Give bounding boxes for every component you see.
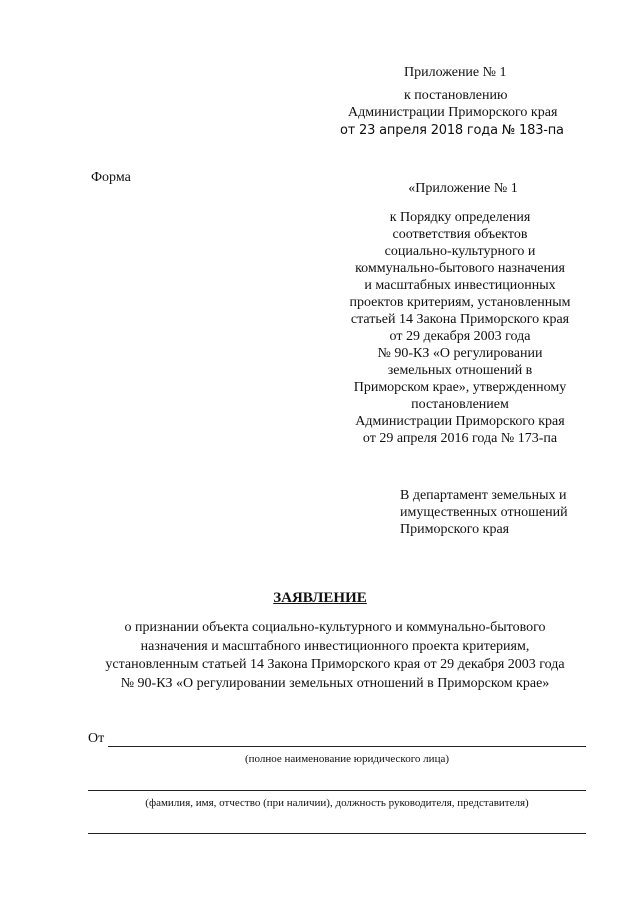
addressee-line: имущественных отношений <box>400 505 568 520</box>
form-appendix-line: статьей 14 Закона Приморского края <box>350 312 570 327</box>
form-appendix-line: и масштабных инвестиционных <box>364 278 556 293</box>
representative-name-caption: (фамилия, имя, отчество (при наличии), должность руководителя, представителя) <box>145 797 529 809</box>
form-appendix-line: № 90-КЗ «О регулировании <box>377 346 543 361</box>
statement-subject-line: № 90-КЗ «О регулировании земельных отношений в Приморском крае» <box>120 675 550 691</box>
appendix-header <box>334 64 634 139</box>
form-appendix-line: от 29 апреля 2016 года № 173-па <box>362 431 558 446</box>
form-appendix-line: Приморском крае», утвержденному <box>353 380 567 395</box>
from-label: От <box>88 731 105 746</box>
form-appendix-line: постановлением <box>411 397 509 412</box>
representative-name-field[interactable] <box>88 790 586 791</box>
appendix-date: от 23 апреля 2018 года № 183-па <box>340 123 564 138</box>
appendix-authority: Администрации Приморского края <box>348 105 558 120</box>
organization-name-caption: (полное наименование юридического лица) <box>244 753 449 765</box>
form-appendix-line: соответствия объектов <box>392 227 528 242</box>
statement-subject-line: назначения и масштабного инвестиционного проекта критериям, <box>140 638 530 654</box>
statement-subject <box>70 619 600 693</box>
appendix-title: Приложение № 1 <box>404 65 507 80</box>
additional-info-field[interactable] <box>88 833 586 834</box>
statement-subject-line: о признании объекта социально-культурного и коммунально-бытового <box>124 620 546 635</box>
addressee-block <box>400 487 620 538</box>
form-appendix-line: Администрации Приморского края <box>355 414 565 429</box>
organization-name-field[interactable] <box>108 746 586 747</box>
form-label: Форма <box>91 170 131 185</box>
form-appendix-block <box>330 180 590 447</box>
form-appendix-line: проектов критериям, установленным <box>349 295 571 310</box>
addressee-line: В департамент земельных и <box>400 488 567 503</box>
statement-heading: ЗАЯВЛЕНИЕ <box>273 590 367 606</box>
form-appendix-line: к Порядку определения <box>389 210 531 225</box>
form-appendix-title: «Приложение № 1 <box>408 181 518 196</box>
addressee-line: Приморского края <box>400 522 510 537</box>
form-appendix-line: от 29 декабря 2003 года <box>389 329 531 344</box>
form-appendix-line: социально-культурного и <box>384 244 536 259</box>
form-appendix-line: земельных отношений в <box>387 363 533 378</box>
appendix-reference: к постановлению <box>404 88 508 103</box>
statement-subject-line: установленным статьей 14 Закона Приморского края от 29 декабря 2003 года <box>105 657 565 672</box>
form-appendix-line: коммунально-бытового назначения <box>355 261 565 276</box>
